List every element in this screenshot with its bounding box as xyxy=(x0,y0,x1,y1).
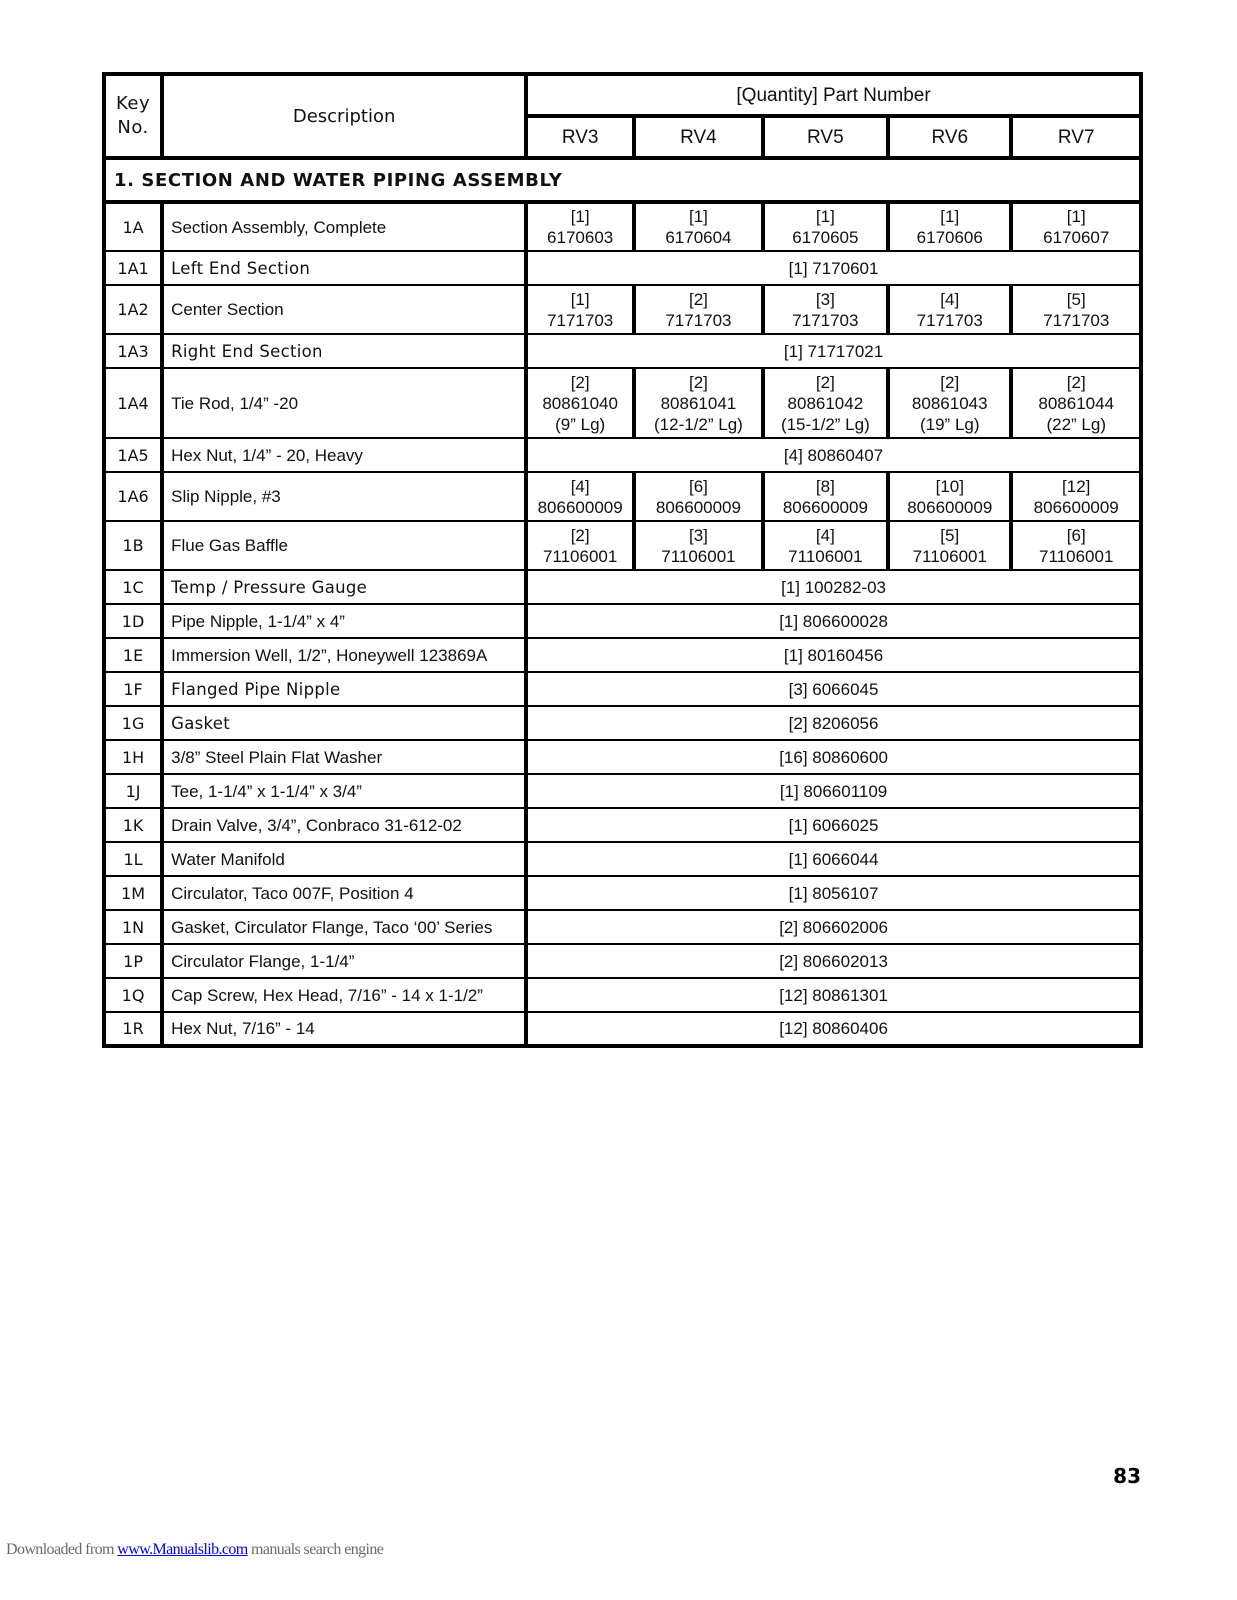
description-cell: Cap Screw, Hex Head, 7/16” - 14 x 1-1/2” xyxy=(162,978,526,1012)
quantity: [4] xyxy=(570,476,590,496)
table-row xyxy=(104,944,1141,978)
part-number-cell-rv7 xyxy=(1011,472,1141,521)
key-number-cell: 1A xyxy=(104,202,162,251)
part-number-all-models-cell: [3] 6066045 xyxy=(526,672,1141,706)
description-cell: Temp / Pressure Gauge xyxy=(162,570,526,604)
quantity: [5] xyxy=(940,525,960,545)
description-cell: Tee, 1-1/4” x 1-1/4” x 3/4” xyxy=(162,774,526,808)
part-number-cell-rv3 xyxy=(526,202,634,251)
part-number: 71106001 xyxy=(912,546,987,566)
key-number-cell: 1F xyxy=(104,672,162,706)
description-cell: Circulator Flange, 1-1/4” xyxy=(162,944,526,978)
part-number-all-models-cell: [2] 806602006 xyxy=(526,910,1141,944)
part-number-cell-rv7 xyxy=(1011,368,1141,438)
description-cell: Center Section xyxy=(162,285,526,334)
table-row xyxy=(104,910,1141,944)
table-row xyxy=(104,202,1141,251)
part-number: 806600009 xyxy=(1033,497,1119,517)
key-number-cell: 1L xyxy=(104,842,162,876)
quantity: [10] xyxy=(935,476,964,496)
key-number-cell: 1K xyxy=(104,808,162,842)
quantity: [12] xyxy=(1062,476,1091,496)
key-number-cell: 1G xyxy=(104,706,162,740)
description-cell: Slip Nipple, #3 xyxy=(162,472,526,521)
part-number: 7171703 xyxy=(547,310,614,330)
table-row xyxy=(104,438,1141,472)
key-number-cell: 1B xyxy=(104,521,162,570)
quantity: [2] xyxy=(815,372,835,392)
part-number-cell-rv4 xyxy=(634,202,762,251)
part-number-cell-rv3 xyxy=(526,521,634,570)
part-number: 71106001 xyxy=(661,546,736,566)
description-cell: Hex Nut, 7/16” - 14 xyxy=(162,1012,526,1046)
description-cell: Right End Section xyxy=(162,334,526,368)
length-note: (19” Lg) xyxy=(919,414,980,434)
quantity: [5] xyxy=(1066,289,1086,309)
model-header-rv7: RV7 xyxy=(1011,116,1141,158)
part-number: 6170605 xyxy=(792,228,859,247)
description-cell: Left End Section xyxy=(162,251,526,285)
key-number-cell: 1D xyxy=(104,604,162,638)
part-number-all-models-cell: [1] 71717021 xyxy=(526,334,1141,368)
key-number-cell: 1A3 xyxy=(104,334,162,368)
key-number-cell: 1H xyxy=(104,740,162,774)
length-note: (22” Lg) xyxy=(1046,414,1106,434)
part-number-all-models-cell: [1] 100282-03 xyxy=(526,570,1141,604)
quantity: [2] xyxy=(570,525,590,545)
part-number: 80861041 xyxy=(660,393,737,413)
part-number-cell-rv5 xyxy=(763,472,888,521)
part-number: 6170603 xyxy=(547,228,614,247)
key-number-cell: 1N xyxy=(104,910,162,944)
part-number-all-models-cell: [1] 806600028 xyxy=(526,604,1141,638)
part-number-cell-rv3 xyxy=(526,472,634,521)
part-number-cell-rv3 xyxy=(526,368,634,438)
part-number-all-models-cell: [4] 80860407 xyxy=(526,438,1141,472)
key-number-cell: 1C xyxy=(104,570,162,604)
table-row xyxy=(104,251,1141,285)
quantity: [1] xyxy=(688,207,708,226)
quantity: [1] xyxy=(1066,207,1086,226)
quantity: [3] xyxy=(815,289,835,309)
key-header-line1: Key xyxy=(115,93,151,114)
part-number-cell-rv4 xyxy=(634,521,762,570)
key-number-cell: 1J xyxy=(104,774,162,808)
quantity: [3] xyxy=(688,525,708,545)
table-row xyxy=(104,706,1141,740)
part-number-cell-rv5 xyxy=(763,368,888,438)
part-number-all-models-cell: [2] 8206056 xyxy=(526,706,1141,740)
quantity: [6] xyxy=(1066,525,1086,545)
download-footer xyxy=(6,1541,383,1559)
quantity: [1] xyxy=(570,289,590,309)
key-number-cell: 1A5 xyxy=(104,438,162,472)
part-number: 7171703 xyxy=(665,310,732,330)
part-number: 7171703 xyxy=(1043,310,1110,330)
part-number-all-models-cell: [16] 80860600 xyxy=(526,740,1141,774)
quantity: [1] xyxy=(815,207,835,226)
part-number-cell-rv6 xyxy=(888,472,1011,521)
key-number-cell: 1M xyxy=(104,876,162,910)
part-number-cell-rv5 xyxy=(763,285,888,334)
quantity: [1] xyxy=(940,207,960,226)
part-number-all-models-cell: [1] 806601109 xyxy=(526,774,1141,808)
key-number-cell: 1E xyxy=(104,638,162,672)
part-number-all-models-cell: [1] 6066025 xyxy=(526,808,1141,842)
part-number-all-models-cell: [12] 80860406 xyxy=(526,1012,1141,1046)
part-number: 71106001 xyxy=(542,546,618,566)
quantity: [2] xyxy=(1066,372,1086,392)
quantity: [1] xyxy=(570,207,590,226)
description-cell: Gasket, Circulator Flange, Taco ‘00’ Series xyxy=(162,910,526,944)
table-row xyxy=(104,876,1141,910)
table-row xyxy=(104,638,1141,672)
manualslib-link[interactable]: www.Manualslib.com xyxy=(117,1541,248,1558)
key-number-cell: 1Q xyxy=(104,978,162,1012)
part-number-cell-rv6 xyxy=(888,368,1011,438)
key-number-cell: 1A1 xyxy=(104,251,162,285)
description-cell: Drain Valve, 3/4”, Conbraco 31-612-02 xyxy=(162,808,526,842)
key-number-cell: 1P xyxy=(104,944,162,978)
model-header-rv5: RV5 xyxy=(763,116,888,158)
quantity: [2] xyxy=(688,372,708,392)
part-number-all-models-cell: [12] 80861301 xyxy=(526,978,1141,1012)
part-number-cell-rv7 xyxy=(1011,285,1141,334)
description-cell: Immersion Well, 1/2”, Honeywell 123869A xyxy=(162,638,526,672)
page-number: 83 xyxy=(1113,1464,1141,1488)
part-number-all-models-cell: [1] 8056107 xyxy=(526,876,1141,910)
description-cell: 3/8” Steel Plain Flat Washer xyxy=(162,740,526,774)
part-number: 71106001 xyxy=(1039,546,1114,566)
part-number: 806600009 xyxy=(655,497,741,517)
table-row xyxy=(104,1012,1141,1046)
part-number-cell-rv6 xyxy=(888,202,1011,251)
table-row xyxy=(104,334,1141,368)
description-cell: Circulator, Taco 007F, Position 4 xyxy=(162,876,526,910)
table-row xyxy=(104,285,1141,334)
part-number: 7171703 xyxy=(916,310,983,330)
length-note: (9” Lg) xyxy=(555,414,606,434)
part-number-all-models-cell: [1] 7170601 xyxy=(526,251,1141,285)
part-number-cell-rv3 xyxy=(526,285,634,334)
part-number-all-models-cell: [2] 806602013 xyxy=(526,944,1141,978)
part-number: 71106001 xyxy=(788,546,863,566)
footer-prefix: Downloaded from xyxy=(6,1541,118,1558)
part-number-cell-rv4 xyxy=(634,472,762,521)
model-header-rv4: RV4 xyxy=(634,116,762,158)
table-row xyxy=(104,978,1141,1012)
table-row xyxy=(104,740,1141,774)
section-title: 1. SECTION AND WATER PIPING ASSEMBLY xyxy=(104,158,1141,202)
part-number: 7171703 xyxy=(792,310,859,330)
part-number: 806600009 xyxy=(537,497,623,517)
description-cell: Flue Gas Baffle xyxy=(162,521,526,570)
quantity: [2] xyxy=(570,372,590,392)
length-note: (15-1/2” Lg) xyxy=(780,414,870,434)
description-cell: Section Assembly, Complete xyxy=(162,202,526,251)
table-row xyxy=(104,842,1141,876)
part-number-all-models-cell: [1] 80160456 xyxy=(526,638,1141,672)
part-number-cell-rv5 xyxy=(763,202,888,251)
footer-suffix: manuals search engine xyxy=(247,1541,384,1558)
length-note: (12-1/2” Lg) xyxy=(654,414,743,434)
table-row xyxy=(104,672,1141,706)
part-number: 6170604 xyxy=(665,228,732,247)
key-number-cell: 1R xyxy=(104,1012,162,1046)
part-number-cell-rv6 xyxy=(888,285,1011,334)
quantity: [2] xyxy=(688,289,708,309)
part-number-cell-rv7 xyxy=(1011,202,1141,251)
part-number: 80861042 xyxy=(787,393,864,413)
description-cell: Flanged Pipe Nipple xyxy=(162,672,526,706)
table-row xyxy=(104,808,1141,842)
quantity: [4] xyxy=(815,525,835,545)
part-number-cell-rv4 xyxy=(634,285,762,334)
quantity: [8] xyxy=(815,476,835,496)
part-number: 806600009 xyxy=(907,497,993,517)
table-row xyxy=(104,368,1141,438)
part-number: 80861040 xyxy=(542,393,618,413)
part-number: 80861043 xyxy=(911,393,988,413)
part-number: 80861044 xyxy=(1038,393,1115,413)
key-no-header xyxy=(104,74,162,158)
description-cell: Pipe Nipple, 1-1/4” x 4” xyxy=(162,604,526,638)
quantity: [6] xyxy=(688,476,708,496)
key-number-cell: 1A6 xyxy=(104,472,162,521)
quantity: [4] xyxy=(940,289,960,309)
table-row xyxy=(104,570,1141,604)
part-number-group-header: [Quantity] Part Number xyxy=(526,74,1141,116)
part-number: 6170606 xyxy=(916,228,983,247)
part-number-cell-rv5 xyxy=(763,521,888,570)
table-row xyxy=(104,472,1141,521)
description-cell: Gasket xyxy=(162,706,526,740)
description-cell: Tie Rod, 1/4” -20 xyxy=(162,368,526,438)
model-header-rv3: RV3 xyxy=(526,116,634,158)
table-row xyxy=(104,521,1141,570)
key-number-cell: 1A4 xyxy=(104,368,162,438)
quantity: [2] xyxy=(940,372,960,392)
model-header-rv6: RV6 xyxy=(888,116,1011,158)
key-number-cell: 1A2 xyxy=(104,285,162,334)
part-number: 6170607 xyxy=(1043,228,1110,247)
part-number-cell-rv7 xyxy=(1011,521,1141,570)
part-number-cell-rv6 xyxy=(888,521,1011,570)
table-row xyxy=(104,774,1141,808)
description-cell: Hex Nut, 1/4” - 20, Heavy xyxy=(162,438,526,472)
part-number-all-models-cell: [1] 6066044 xyxy=(526,842,1141,876)
part-number: 806600009 xyxy=(782,497,868,517)
description-header: Description xyxy=(162,74,526,158)
part-number-cell-rv4 xyxy=(634,368,762,438)
parts-table-body xyxy=(104,158,1141,1046)
table-row xyxy=(104,604,1141,638)
description-cell: Water Manifold xyxy=(162,842,526,876)
key-header-line2: No. xyxy=(117,117,149,138)
parts-list-table xyxy=(102,72,1143,1048)
